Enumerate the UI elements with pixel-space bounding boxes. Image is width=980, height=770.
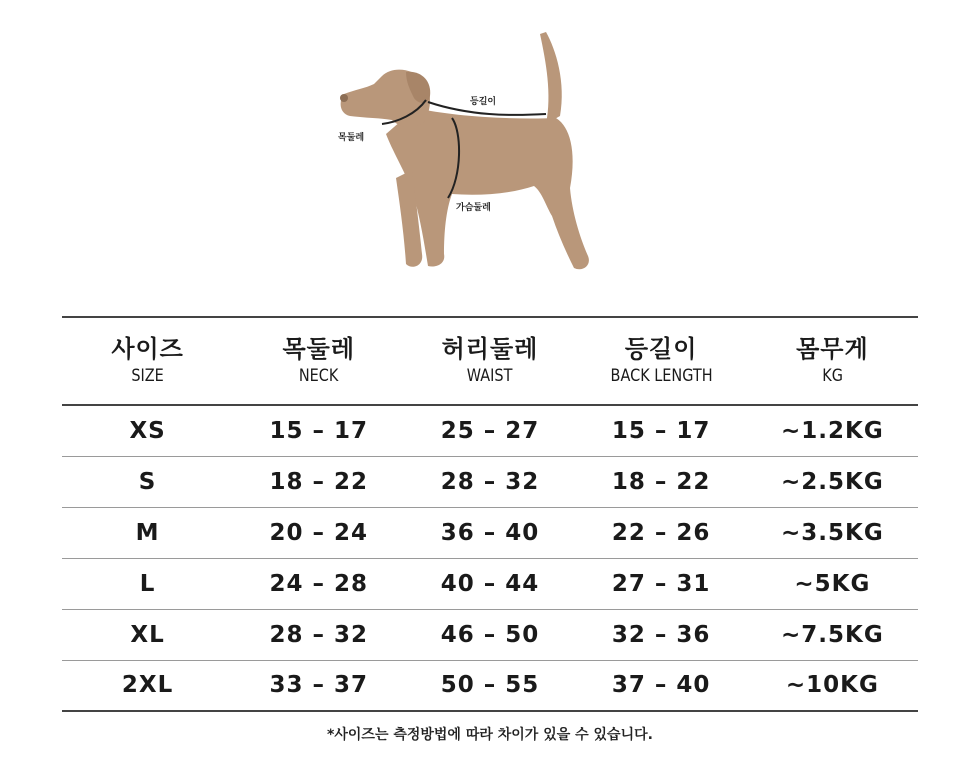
cell-back-length: 32 – 36 (576, 609, 747, 660)
cell-waist: 50 – 55 (404, 660, 575, 711)
cell-waist: 25 – 27 (404, 405, 575, 456)
cell-waist: 28 – 32 (404, 456, 575, 507)
header-weight: 몸무게 KG (747, 317, 918, 405)
cell-weight: ~7.5KG (747, 609, 918, 660)
table-header-row (62, 317, 918, 405)
cell-back-length: 18 – 22 (576, 456, 747, 507)
cell-back-length: 37 – 40 (576, 660, 747, 711)
dog-nose (340, 94, 348, 102)
cell-neck: 18 – 22 (233, 456, 404, 507)
back-label: 등길이 (470, 97, 497, 107)
cell-back-length: 15 – 17 (576, 405, 747, 456)
table-row (62, 456, 918, 507)
cell-neck: 28 – 32 (233, 609, 404, 660)
cell-waist: 36 – 40 (404, 507, 575, 558)
cell-size: S (62, 456, 233, 507)
cell-weight: ~5KG (747, 558, 918, 609)
table-row (62, 660, 918, 711)
header-back-length: 등길이 BACK LENGTH (576, 317, 747, 405)
table-row (62, 405, 918, 456)
header-neck: 목둘레 NECK (233, 317, 404, 405)
cell-size: L (62, 558, 233, 609)
cell-waist: 40 – 44 (404, 558, 575, 609)
table-row (62, 609, 918, 660)
chest-label: 가슴둘레 (456, 203, 491, 213)
cell-weight: ~1.2KG (747, 405, 918, 456)
cell-neck: 20 – 24 (233, 507, 404, 558)
cell-size: 2XL (62, 660, 233, 711)
cell-weight: ~3.5KG (747, 507, 918, 558)
neck-label: 목둘레 (338, 133, 365, 143)
cell-waist: 46 – 50 (404, 609, 575, 660)
cell-weight: ~2.5KG (747, 456, 918, 507)
dog-measurement-diagram (320, 20, 620, 280)
cell-size: M (62, 507, 233, 558)
size-chart-table (62, 316, 918, 712)
header-size: 사이즈 SIZE (62, 317, 233, 405)
cell-neck: 33 – 37 (233, 660, 404, 711)
cell-neck: 24 – 28 (233, 558, 404, 609)
cell-back-length: 22 – 26 (576, 507, 747, 558)
cell-size: XS (62, 405, 233, 456)
header-waist: 허리둘레 WAIST (404, 317, 575, 405)
cell-neck: 15 – 17 (233, 405, 404, 456)
table-row (62, 507, 918, 558)
cell-back-length: 27 – 31 (576, 558, 747, 609)
table-row (62, 558, 918, 609)
cell-size: XL (62, 609, 233, 660)
cell-weight: ~10KG (747, 660, 918, 711)
dog-tail (540, 32, 562, 124)
size-disclaimer-note: *사이즈는 측정방법에 따라 차이가 있을 수 있습니다. (327, 727, 653, 743)
